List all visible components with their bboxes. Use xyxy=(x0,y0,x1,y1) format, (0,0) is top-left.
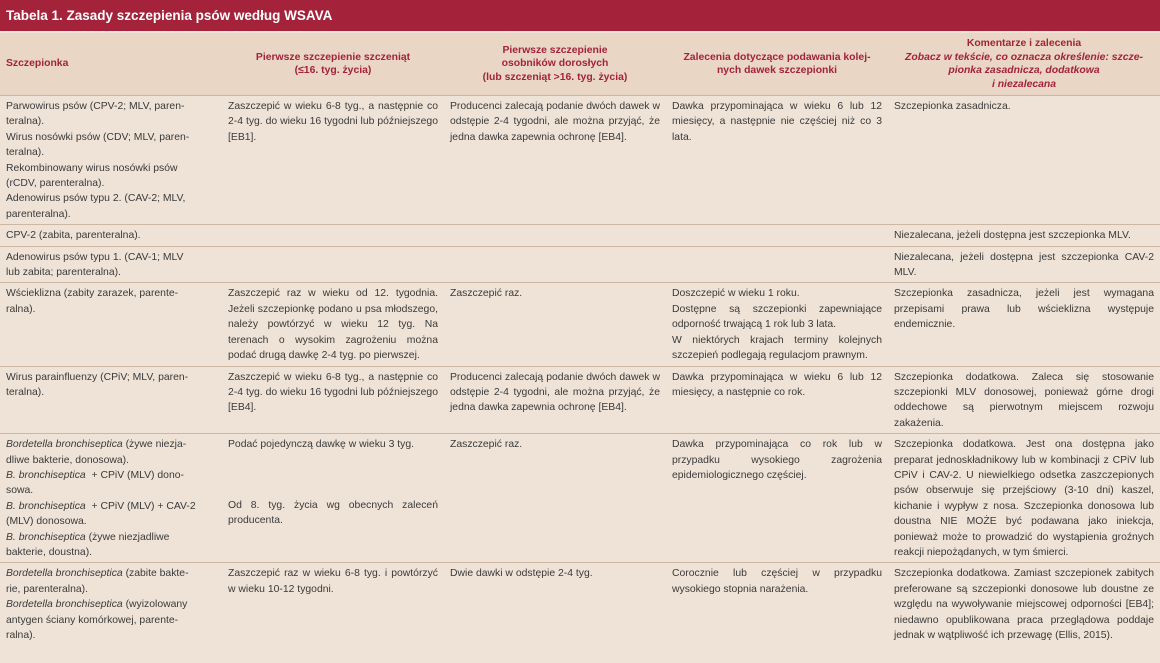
cell-line: (MLV) donosowa. xyxy=(6,516,87,528)
cell-vaccine: CPV-2 (zabita, parenteralna). xyxy=(0,225,222,246)
cell-line: Doszczepić w wieku 1 roku. xyxy=(672,288,800,300)
header-puppy xyxy=(222,33,444,96)
cell-booster: Dawka przypominająca co rok lub w przypadku wysokiego zagrożenia epidemiologicznego częściej. xyxy=(666,434,888,563)
header-booster-line2: nych dawek szczepionki xyxy=(716,65,838,76)
cell-vaccine xyxy=(0,563,222,646)
header-comments-line3: pionka zasadnicza, dodatkowa xyxy=(948,65,1100,76)
cell-text: (wyizolowany xyxy=(122,599,188,611)
cell-puppy: Zaszczepić raz w wieku 6-8 tyg. i powtórzyć w wieku 10-12 tygodni. xyxy=(222,563,444,646)
cell-comment: Niezalecana, jeżeli dostępna jest szczepionka CAV-2 MLV. xyxy=(888,246,1160,283)
header-adult xyxy=(444,33,666,96)
cell-line: bakterie, doustna). xyxy=(6,546,93,558)
cell-text: (żywe niezja- xyxy=(122,439,187,451)
cell-puppy: Zaszczepić w wieku 6-8 tyg., a następnie co 2-4 tyg. do wieku 16 tygodni lub późniejszego [EB4]. xyxy=(222,366,444,434)
cell-adult xyxy=(444,225,666,246)
table-row xyxy=(0,96,1160,225)
cell-line xyxy=(6,468,216,483)
cell-booster xyxy=(666,225,888,246)
latin-name: Bordetella bronchiseptica xyxy=(6,439,123,451)
header-comments-line4: i niezalecana xyxy=(991,78,1057,90)
cell-text: (zabite bakte- xyxy=(122,568,189,580)
cell-line: Rekombinowany wirus nosówki psów xyxy=(6,162,178,174)
cell-line: teralna). xyxy=(6,386,45,398)
table-row xyxy=(0,283,1160,366)
cell-comment: Niezalecana, jeżeli dostępna jest szczepionka MLV. xyxy=(888,225,1160,246)
cell-vaccine xyxy=(0,246,222,283)
cell-comment: Szczepionka zasadnicza. xyxy=(888,96,1160,225)
header-comments xyxy=(888,33,1160,96)
cell-booster xyxy=(666,283,888,366)
cell-line xyxy=(6,566,216,581)
cell-line: teralna). xyxy=(6,116,45,128)
cell-booster: Dawka przypominająca w wieku 6 lub 12 miesięcy, a następnie co rok. xyxy=(666,366,888,434)
cell-comment: Szczepionka dodatkowa. Jest ona dostępna jako preparat jednoskładnikowy lub w kombinacji z CPiV lub CPiV i CAV-2. U niewielkiego odsetka zaszczepionych psów obserwuje się przejściowy (3-10 dni) kaszel, kichanie i wypływ z nosa. Szczepionka donosowa lub doustna NIE MOŻE być podawana jako iniekcja, ponieważ może to prowadzić do wystąpienia groźnych reakcji niepożądanych, w tym śmierci. xyxy=(888,434,1160,563)
header-comments-line2: Zobacz w tekście, co oznacza określenie: szcze- xyxy=(905,51,1143,63)
latin-name: Bordetella bronchiseptica xyxy=(6,599,123,611)
cell-line: ralna). xyxy=(6,630,36,641)
cell-booster: Dawka przypominająca w wieku 6 lub 12 miesięcy, a następnie nie częściej niż co 3 lata. xyxy=(666,96,888,225)
table-row xyxy=(0,434,1160,563)
cell-comment: Szczepionka zasadnicza, jeżeli jest wymagana przepisami prawa lub wścieklizna występuje endemicznie. xyxy=(888,283,1160,366)
table-title: Tabela 1. Zasady szczepienia psów według WSAVA xyxy=(0,0,1160,31)
cell-line: Adenowirus psów typu 1. (CAV-1; MLV xyxy=(6,251,184,263)
cell-puppy xyxy=(222,225,444,246)
latin-name: B. bronchiseptica xyxy=(6,469,86,481)
cell-adult: Producenci zalecają podanie dwóch dawek w odstępie 2-4 tygodni, ale można przyjąć, że jedna dawka zapewnia ochronę [EB4]. xyxy=(444,366,666,434)
cell-line: Adenowirus psów typu 2. (CAV-2; MLV, xyxy=(6,193,186,205)
cell-spacer xyxy=(228,453,438,468)
cell-line: Parwowirus psów (CPV-2; MLV, paren- xyxy=(6,101,185,112)
cell-text: + CPiV (MLV) + CAV-2 xyxy=(85,500,196,512)
cell-line: Od 8. tyg. życia wg obecnych zaleceń producenta. xyxy=(228,499,438,526)
cell-line: dliwe bakterie, donosowa). xyxy=(6,454,130,466)
table-body xyxy=(0,96,1160,646)
cell-booster: Corocznie lub częściej w przypadku wysokiego stopnia narażenia. xyxy=(666,563,888,646)
header-puppy-line2: (≤16. tyg. życia) xyxy=(294,65,372,76)
cell-line: Dostępne są szczepionki zapewniające odporność trwającą 1 rok lub 3 lata. xyxy=(672,303,882,331)
cell-line: Wirus nosówki psów (CDV; MLV, paren- xyxy=(6,131,190,143)
latin-name: Bordetella bronchiseptica xyxy=(6,568,123,580)
table-header xyxy=(0,33,1160,96)
cell-line xyxy=(6,597,216,612)
table-row xyxy=(0,563,1160,646)
cell-line: Wirus parainfluenzy (CPiV; MLV, paren- xyxy=(6,371,189,383)
cell-comment: Szczepionka dodatkowa. Zamiast szczepionek zabitych preferowane są szczepionki donosowe lub doustne ze względu na wywoływanie miejscowej odporności [EB4]; niedawno opublikowana praca przeglądowa poddaje jednak w wątpliwość ich przewagę (Ellis, 2015). xyxy=(888,563,1160,646)
cell-line xyxy=(6,499,216,514)
cell-line: antygen ściany komórkowej, parente- xyxy=(6,614,179,626)
cell-line: teralna). xyxy=(6,147,45,159)
header-comments-line1: Komentarze i zalecenia xyxy=(966,38,1082,49)
cell-spacer xyxy=(228,483,438,498)
cell-line: W niektórych krajach terminy kolejnych szczepień podlegają regulacjom prawnym. xyxy=(672,334,882,362)
cell-adult: Zaszczepić raz. xyxy=(444,434,666,563)
header-adult-line2: osobników dorosłych xyxy=(501,58,609,70)
latin-name: B. bronchiseptica xyxy=(6,500,86,512)
cell-text: (żywe niezjadliwe xyxy=(85,531,170,543)
cell-line: Wścieklizna (zabity zarazek, parente- xyxy=(6,288,179,300)
cell-line: (rCDV, parenteralna). xyxy=(6,178,105,190)
header-adult-line1: Pierwsze szczepienie xyxy=(502,44,608,56)
cell-line: ralna). xyxy=(6,303,36,315)
latin-name: B. bronchiseptica xyxy=(6,531,86,543)
cell-line: Podać pojedynczą dawkę w wieku 3 tyg. xyxy=(228,439,414,451)
cell-puppy: Zaszczepić w wieku 6-8 tyg., a następnie co 2-4 tyg. do wieku 16 tygodni lub późniejszego [EB1]. xyxy=(222,96,444,225)
cell-vaccine xyxy=(0,434,222,563)
cell-vaccine xyxy=(0,96,222,225)
cell-line: rie, parenteralna). xyxy=(6,583,89,595)
vaccination-table xyxy=(0,33,1160,645)
cell-puppy: Zaszczepić raz w wieku od 12. tygodnia. Jeżeli szczepionkę podano u psa młodszego, należy powtórzyć w wieku 12 tyg. Na terenach o wysokim zagrożeniu można podać drugą dawkę 2-4 tyg. po pierwszej. xyxy=(222,283,444,366)
header-puppy-line1: Pierwsze szczepienie szczeniąt xyxy=(255,51,411,63)
cell-line xyxy=(6,437,216,452)
cell-line xyxy=(6,530,216,545)
header-adult-line3: (lub szczeniąt >16. tyg. życia) xyxy=(482,71,628,83)
header-row xyxy=(0,33,1160,96)
header-vaccine xyxy=(0,33,222,96)
cell-line: parenteralna). xyxy=(6,208,71,220)
cell-adult: Zaszczepić raz. xyxy=(444,283,666,366)
cell-puppy xyxy=(222,434,444,563)
cell-spacer xyxy=(228,468,438,483)
table-row xyxy=(0,225,1160,246)
cell-adult xyxy=(444,246,666,283)
table-row xyxy=(0,246,1160,283)
cell-vaccine xyxy=(0,283,222,366)
cell-adult: Dwie dawki w odstępie 2-4 tyg. xyxy=(444,563,666,646)
cell-line: sowa. xyxy=(6,485,34,497)
cell-adult: Producenci zalecają podanie dwóch dawek w odstępie 2-4 tygodni, ale można przyjąć, że jedna dawka zapewnia ochronę [EB4]. xyxy=(444,96,666,225)
cell-line: lub zabita; parenteralna). xyxy=(6,267,121,279)
cell-text: + CPiV (MLV) dono- xyxy=(85,469,184,481)
cell-puppy xyxy=(222,246,444,283)
header-vaccine-text: Szczepionka xyxy=(6,58,69,70)
header-booster-line1: Zalecenia dotyczące podawania kolej- xyxy=(683,51,871,63)
table-row xyxy=(0,366,1160,434)
header-booster xyxy=(666,33,888,96)
cell-booster xyxy=(666,246,888,283)
cell-comment: Szczepionka dodatkowa. Zaleca się stosowanie szczepionki MLV donosowej, ponieważ górne drogi oddechowe są pierwotnym miejscem rozwoju zakażenia. xyxy=(888,366,1160,434)
cell-vaccine xyxy=(0,366,222,434)
